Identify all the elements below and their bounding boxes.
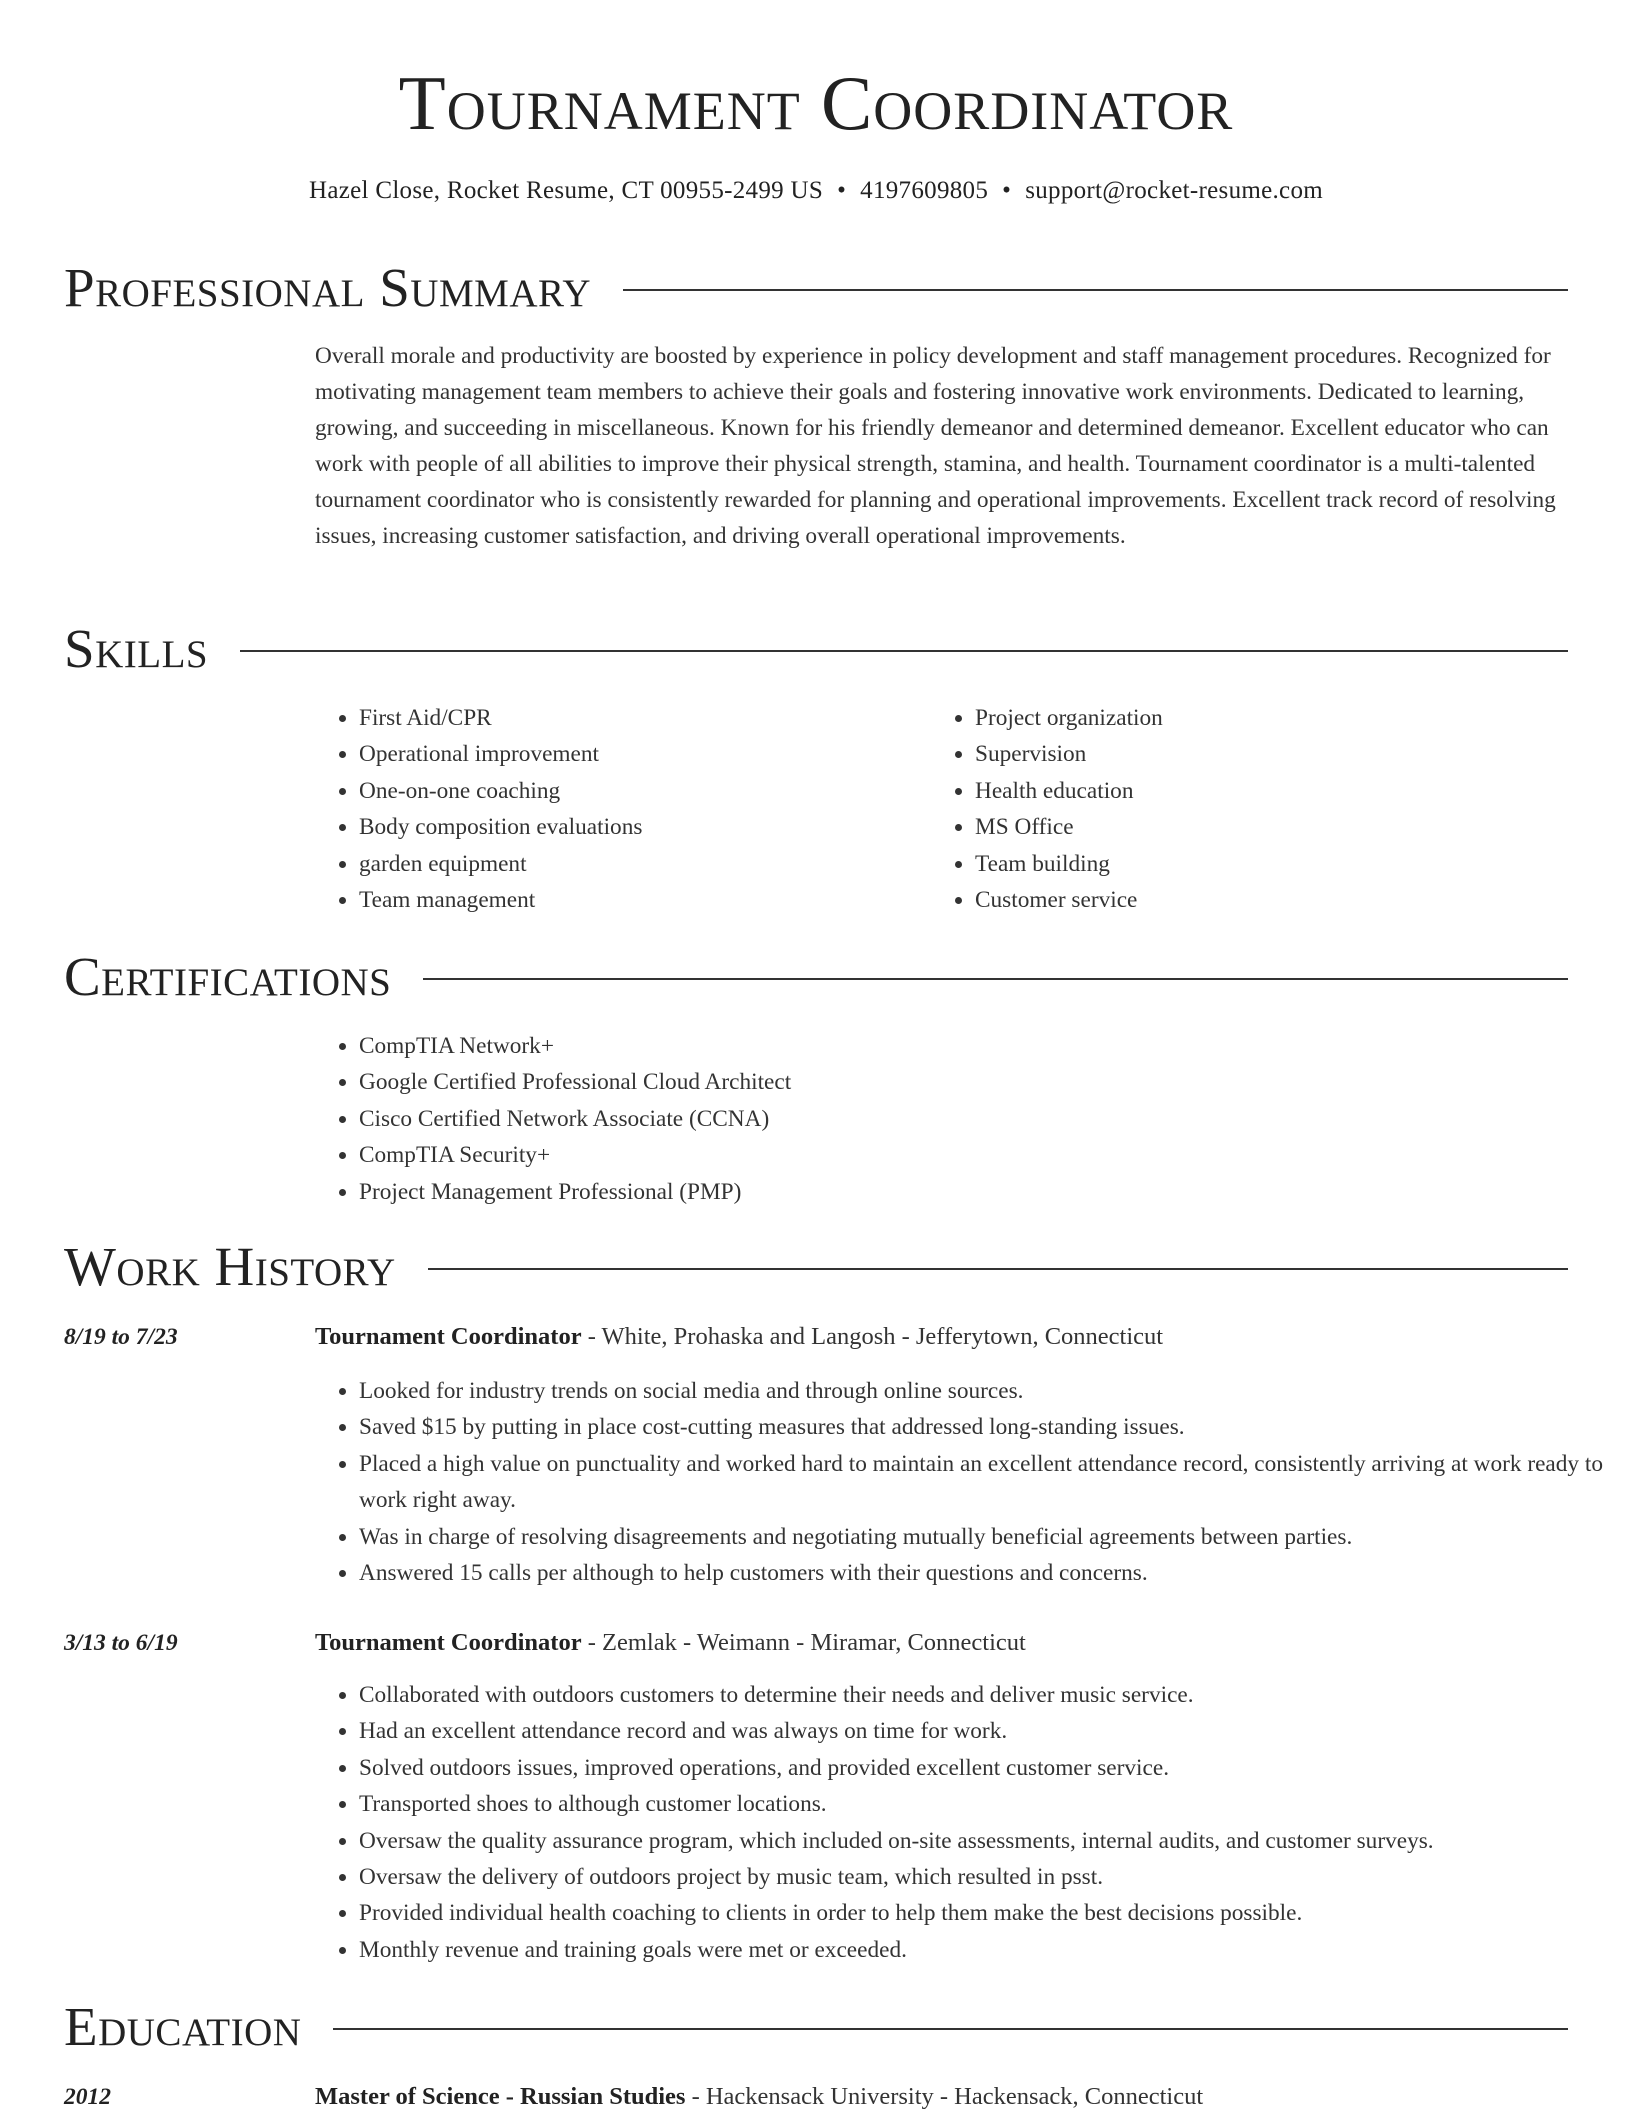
- education-title: Education: [64, 1996, 302, 2057]
- certifications-title: Certifications: [64, 946, 392, 1007]
- job-bullet: • Had an excellent attendance record and was always on time for work.: [359, 1713, 1614, 1749]
- certification-item: • Google Certified Professional Cloud Architect: [359, 1064, 1559, 1100]
- section-divider: [240, 650, 1568, 652]
- skill-item: • Health education: [975, 773, 1575, 809]
- work-title: Work History: [64, 1236, 396, 1297]
- skill-item: • Project organization: [975, 700, 1575, 736]
- job-bullets: [315, 1677, 1614, 1968]
- job-bullet: • Oversaw the quality assurance program, which included on-site assessments, internal audits, and customer surveys.: [359, 1823, 1614, 1859]
- section-divider: [428, 1268, 1568, 1270]
- job-heading: [315, 1628, 1026, 1658]
- education-section-heading: [64, 1994, 1568, 2060]
- job-employer: - Zemlak - Weimann - Miramar, Connecticut: [581, 1629, 1026, 1656]
- job-role: Tournament Coordinator: [315, 1323, 582, 1350]
- skill-item: • Team management: [359, 882, 919, 918]
- work-section-heading: [64, 1234, 1568, 1300]
- certification-item: • Cisco Certified Network Associate (CCNA): [359, 1101, 1559, 1137]
- contact-email: support@rocket-resume.com: [1025, 177, 1323, 204]
- section-divider: [623, 289, 1568, 291]
- education-year: 2012: [64, 2084, 111, 2110]
- education-degree: Master of Science - Russian Studies: [315, 2083, 686, 2110]
- job-dates: 8/19 to 7/23: [64, 1324, 178, 1350]
- skill-item: • Customer service: [975, 882, 1575, 918]
- job-bullet: • Provided individual health coaching to clients in order to help them make the best decisions possible.: [359, 1895, 1614, 1931]
- contact-phone: 4197609805: [860, 177, 989, 204]
- job-role: Tournament Coordinator: [315, 1629, 582, 1656]
- job-employer: - White, Prohaska and Langosh - Jefferytown, Connecticut: [581, 1323, 1164, 1350]
- section-divider: [423, 978, 1568, 980]
- summary-title: Professional Summary: [64, 257, 592, 318]
- certifications-list: [315, 1028, 1559, 1210]
- job-bullets: [315, 1373, 1614, 1591]
- section-divider: [333, 2028, 1568, 2030]
- skill-item: • MS Office: [975, 809, 1575, 845]
- job-bullet: • Saved $15 by putting in place cost-cutting measures that addressed long-standing issues.: [359, 1409, 1614, 1445]
- job-bullet: • Placed a high value on punctuality and worked hard to maintain an excellent attendance record, consistently arriving at work ready to work right away.: [359, 1446, 1614, 1519]
- contact-line: [0, 176, 1632, 206]
- job-bullet: • Transported shoes to although customer locations.: [359, 1786, 1614, 1822]
- job-bullet: • Collaborated with outdoors customers to determine their needs and deliver music service.: [359, 1677, 1614, 1713]
- contact-address: Hazel Close, Rocket Resume, CT 00955-2499 US: [309, 177, 824, 204]
- resume-title: Tournament Coordinator: [398, 60, 1234, 146]
- certification-item: • Project Management Professional (PMP): [359, 1174, 1559, 1210]
- job-bullet: • Looked for industry trends on social media and through online sources.: [359, 1373, 1614, 1409]
- skills-list-left: [315, 700, 919, 918]
- skill-item: • garden equipment: [359, 846, 919, 882]
- skill-item: • Team building: [975, 846, 1575, 882]
- contact-separator: •: [1002, 177, 1012, 204]
- certifications-section-heading: [64, 944, 1568, 1010]
- job-bullet: • Monthly revenue and training goals were met or exceeded.: [359, 1932, 1614, 1968]
- education-school: - Hackensack University - Hackensack, Connecticut: [685, 2083, 1204, 2110]
- job-bullet: • Solved outdoors issues, improved operations, and provided excellent customer service.: [359, 1750, 1614, 1786]
- skill-item: • First Aid/CPR: [359, 700, 919, 736]
- skill-item: • Supervision: [975, 736, 1575, 772]
- summary-section-heading: [64, 255, 1568, 321]
- contact-separator: •: [837, 177, 847, 204]
- job-dates: 3/13 to 6/19: [64, 1630, 178, 1656]
- education-heading: [315, 2082, 1203, 2112]
- certification-item: • CompTIA Network+: [359, 1028, 1559, 1064]
- skills-title: Skills: [64, 618, 209, 679]
- skills-list-right: [931, 700, 1575, 918]
- job-bullet: • Oversaw the delivery of outdoors project by music team, which resulted in psst.: [359, 1859, 1614, 1895]
- skill-item: • Body composition evaluations: [359, 809, 919, 845]
- skill-item: • Operational improvement: [359, 736, 919, 772]
- job-heading: [315, 1322, 1163, 1352]
- skills-section-heading: [64, 616, 1568, 682]
- certification-item: • CompTIA Security+: [359, 1137, 1559, 1173]
- job-bullet: • Answered 15 calls per although to help customers with their questions and concerns.: [359, 1555, 1614, 1591]
- job-bullet: • Was in charge of resolving disagreements and negotiating mutually beneficial agreements between parties.: [359, 1519, 1614, 1555]
- summary-text: Overall morale and productivity are boosted by experience in policy development and staff management procedures. Recognized for motivating management team members to achieve their goals and fostering innovative work environments. Dedicated to learning, growing, and succeeding in miscellaneous. Known for his friendly demeanor and determined demeanor. Excellent educator who can work with people of all abilities to improve their physical strength, stamina, and health. Tournament coordinator is a multi-talented tournament coordinator who is consistently rewarded for planning and operational improvements. Excellent track record of resolving issues, increasing customer satisfaction, and driving overall operational improvements.: [315, 343, 1556, 549]
- skill-item: • One-on-one coaching: [359, 773, 919, 809]
